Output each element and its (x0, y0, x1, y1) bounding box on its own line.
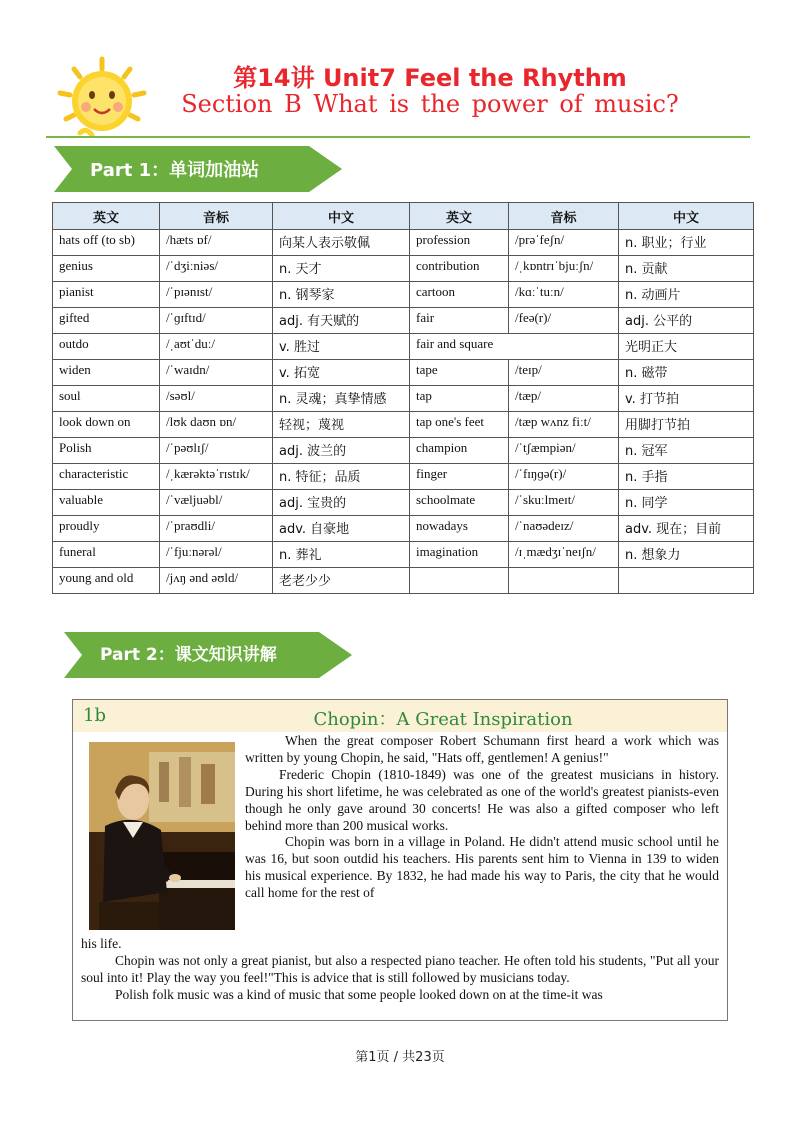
table-row (53, 230, 754, 256)
cell-english: profession (410, 230, 509, 256)
reading-paragraph-3a: Chopin was born in a village in Poland. He didn't attend music school until he was 16, but soon outdid his teachers. His parents sent him to Vienna in 139 to widen his musical experience. By 1832, he had made his way to Paris, the city that he would call home for the rest of (245, 834, 719, 901)
cell-phonetic: /tæp wʌnz fiːt/ (509, 412, 619, 438)
cell-chinese: adj. 宝贵的 (273, 490, 410, 516)
cell-english: proudly (53, 516, 160, 542)
table-row (53, 568, 754, 594)
cell-english: funeral (53, 542, 160, 568)
cell-english: characteristic (53, 464, 160, 490)
page-header (0, 0, 800, 140)
cell-chinese: n. 冠军 (619, 438, 754, 464)
cell-english: champion (410, 438, 509, 464)
cell-phonetic: /ˌkærəktəˈrɪstɪk/ (160, 464, 273, 490)
cell-chinese: adj. 波兰的 (273, 438, 410, 464)
cell-phonetic: /ˈpraʊdli/ (160, 516, 273, 542)
cell-phonetic: /hæts ɒf/ (160, 230, 273, 256)
cell-chinese: v. 胜过 (273, 334, 410, 360)
cell-english: widen (53, 360, 160, 386)
cell-phonetic: /ˈtʃæmpiən/ (509, 438, 619, 464)
cell-chinese: 老老少少 (273, 568, 410, 594)
cell-english: tape (410, 360, 509, 386)
cell-chinese: n. 灵魂；真挚情感 (273, 386, 410, 412)
header-divider (46, 136, 750, 138)
cell-english: tap one's feet (410, 412, 509, 438)
reading-paragraph-5: Polish folk music was a kind of music that some people looked down on at the time-it was (115, 986, 603, 1002)
table-row (53, 282, 754, 308)
cell-phonetic: /lʊk daʊn ɒn/ (160, 412, 273, 438)
cell-phonetic: /ˈwaɪdn/ (160, 360, 273, 386)
cell-phonetic: /ˈfɪŋɡə(r)/ (509, 464, 619, 490)
reading-text-column (245, 733, 719, 902)
cell-english: Polish (53, 438, 160, 464)
cell-phonetic: /kɑːˈtuːn/ (509, 282, 619, 308)
part2-label: Part 2：课文知识讲解 (100, 645, 277, 665)
cell-english: nowadays (410, 516, 509, 542)
cell-chinese: adj. 公平的 (619, 308, 754, 334)
cell-english: tap (410, 386, 509, 412)
cell-english: valuable (53, 490, 160, 516)
reading-paragraph-2: Frederic Chopin (1810-1849) was one of the greatest musicians in history. During his short lifetime, he was celebrated as one of the world's greatest pianists-even though he only gave around 30 concerts! He was also a gifted composer who left behind more than 200 musical works. (245, 766, 719, 833)
table-row (53, 542, 754, 568)
cell-phonetic: /səʊl/ (160, 386, 273, 412)
column-header-chinese: 中文 (273, 203, 410, 230)
cell-phonetic: /jʌŋ ənd əʊld/ (160, 568, 273, 594)
cell-phonetic: /feə(r)/ (509, 308, 619, 334)
cell-chinese: n. 磁带 (619, 360, 754, 386)
page-number: 第1页 / 共23页 (355, 1050, 445, 1065)
vocabulary-table-body (53, 230, 754, 594)
table-row (53, 490, 754, 516)
reading-paragraph-1: When the great composer Robert Schumann first heard a work which was written by young Chopin, he said, "Hats off, gentlemen! A genius!" (245, 733, 719, 765)
cell-english: fair and square (410, 334, 619, 360)
cell-english: outdo (53, 334, 160, 360)
reading-text-full-width (81, 936, 719, 1004)
part1-label: Part 1：单词加油站 (90, 160, 260, 181)
cell-phonetic: /teɪp/ (509, 360, 619, 386)
vocabulary-table (52, 202, 754, 594)
column-header-chinese: 中文 (619, 203, 754, 230)
table-row (53, 438, 754, 464)
cell-chinese: 光明正大 (619, 334, 754, 360)
chopin-piano-painting (89, 742, 235, 930)
column-header-phonetic: 音标 (509, 203, 619, 230)
cell-phonetic: /ˈɡɪftɪd/ (160, 308, 273, 334)
cell-chinese: n. 钢琴家 (273, 282, 410, 308)
table-row (53, 334, 754, 360)
cell-english: soul (53, 386, 160, 412)
page-title: 第14讲 Unit7 Feel the Rhythm (233, 64, 627, 92)
cell-chinese (619, 568, 754, 594)
cell-phonetic: /ˈpɪənɪst/ (160, 282, 273, 308)
cell-chinese: 用脚打节拍 (619, 412, 754, 438)
cell-english: gifted (53, 308, 160, 334)
column-header-english: 英文 (53, 203, 160, 230)
table-row (53, 308, 754, 334)
cell-english: fair (410, 308, 509, 334)
sun-mascot-icon (56, 55, 156, 145)
page-subtitle: Section B What is the power of music? (181, 90, 679, 118)
cell-english: imagination (410, 542, 509, 568)
column-header-phonetic: 音标 (160, 203, 273, 230)
cell-phonetic: /ˈskuːlmeɪt/ (509, 490, 619, 516)
cell-phonetic: /prəˈfeʃn/ (509, 230, 619, 256)
column-header-english: 英文 (410, 203, 509, 230)
cell-chinese: v. 打节拍 (619, 386, 754, 412)
cell-english: contribution (410, 256, 509, 282)
cell-english: look down on (53, 412, 160, 438)
cell-english: hats off (to sb) (53, 230, 160, 256)
cell-chinese: n. 特征；品质 (273, 464, 410, 490)
cell-phonetic: /ˈpəʊlɪʃ/ (160, 438, 273, 464)
table-row (53, 256, 754, 282)
cell-phonetic: /ˈdʒiːniəs/ (160, 256, 273, 282)
cell-english: pianist (53, 282, 160, 308)
cell-chinese: adv. 现在；目前 (619, 516, 754, 542)
cell-english (410, 568, 509, 594)
reading-header (73, 700, 727, 732)
table-row (53, 516, 754, 542)
cell-chinese: n. 葬礼 (273, 542, 410, 568)
table-row (53, 464, 754, 490)
table-header-row (53, 203, 754, 230)
cell-phonetic: /ˈvæljuəbl/ (160, 490, 273, 516)
cell-phonetic: /ˌaʊtˈduː/ (160, 334, 273, 360)
cell-english: finger (410, 464, 509, 490)
cell-english: cartoon (410, 282, 509, 308)
table-row (53, 386, 754, 412)
cell-english: schoolmate (410, 490, 509, 516)
cell-chinese: adj. 有天赋的 (273, 308, 410, 334)
cell-chinese: n. 想象力 (619, 542, 754, 568)
reading-paragraph-3b: his life. (81, 936, 122, 951)
cell-chinese: n. 同学 (619, 490, 754, 516)
cell-chinese: n. 贡献 (619, 256, 754, 282)
cell-phonetic (509, 568, 619, 594)
cell-chinese: 轻视；蔑视 (273, 412, 410, 438)
reading-paragraph-4: Chopin was not only a great pianist, but also a respected piano teacher. He often told his students, "Put all your soul into it! Play the way you feel!"This is advice that is still followed by musicians today. (81, 952, 719, 985)
part2-banner (64, 632, 354, 678)
cell-english: genius (53, 256, 160, 282)
cell-chinese: v. 拓宽 (273, 360, 410, 386)
cell-chinese: n. 天才 (273, 256, 410, 282)
reading-title: Chopin：A Great Inspiration (313, 709, 573, 730)
cell-chinese: adv. 自豪地 (273, 516, 410, 542)
reading-number: 1b (83, 705, 106, 726)
cell-chinese: n. 职业；行业 (619, 230, 754, 256)
cell-phonetic: /ˌkɒntrɪˈbjuːʃn/ (509, 256, 619, 282)
cell-phonetic: /ˈfjuːnərəl/ (160, 542, 273, 568)
cell-phonetic: /tæp/ (509, 386, 619, 412)
cell-english: young and old (53, 568, 160, 594)
part1-banner (54, 146, 344, 192)
cell-chinese: 向某人表示敬佩 (273, 230, 410, 256)
reading-passage-box (72, 699, 728, 1021)
cell-phonetic: /ɪˌmædʒɪˈneɪʃn/ (509, 542, 619, 568)
table-row (53, 412, 754, 438)
cell-chinese: n. 动画片 (619, 282, 754, 308)
cell-phonetic: /ˈnaʊədeɪz/ (509, 516, 619, 542)
table-row (53, 360, 754, 386)
cell-chinese: n. 手指 (619, 464, 754, 490)
